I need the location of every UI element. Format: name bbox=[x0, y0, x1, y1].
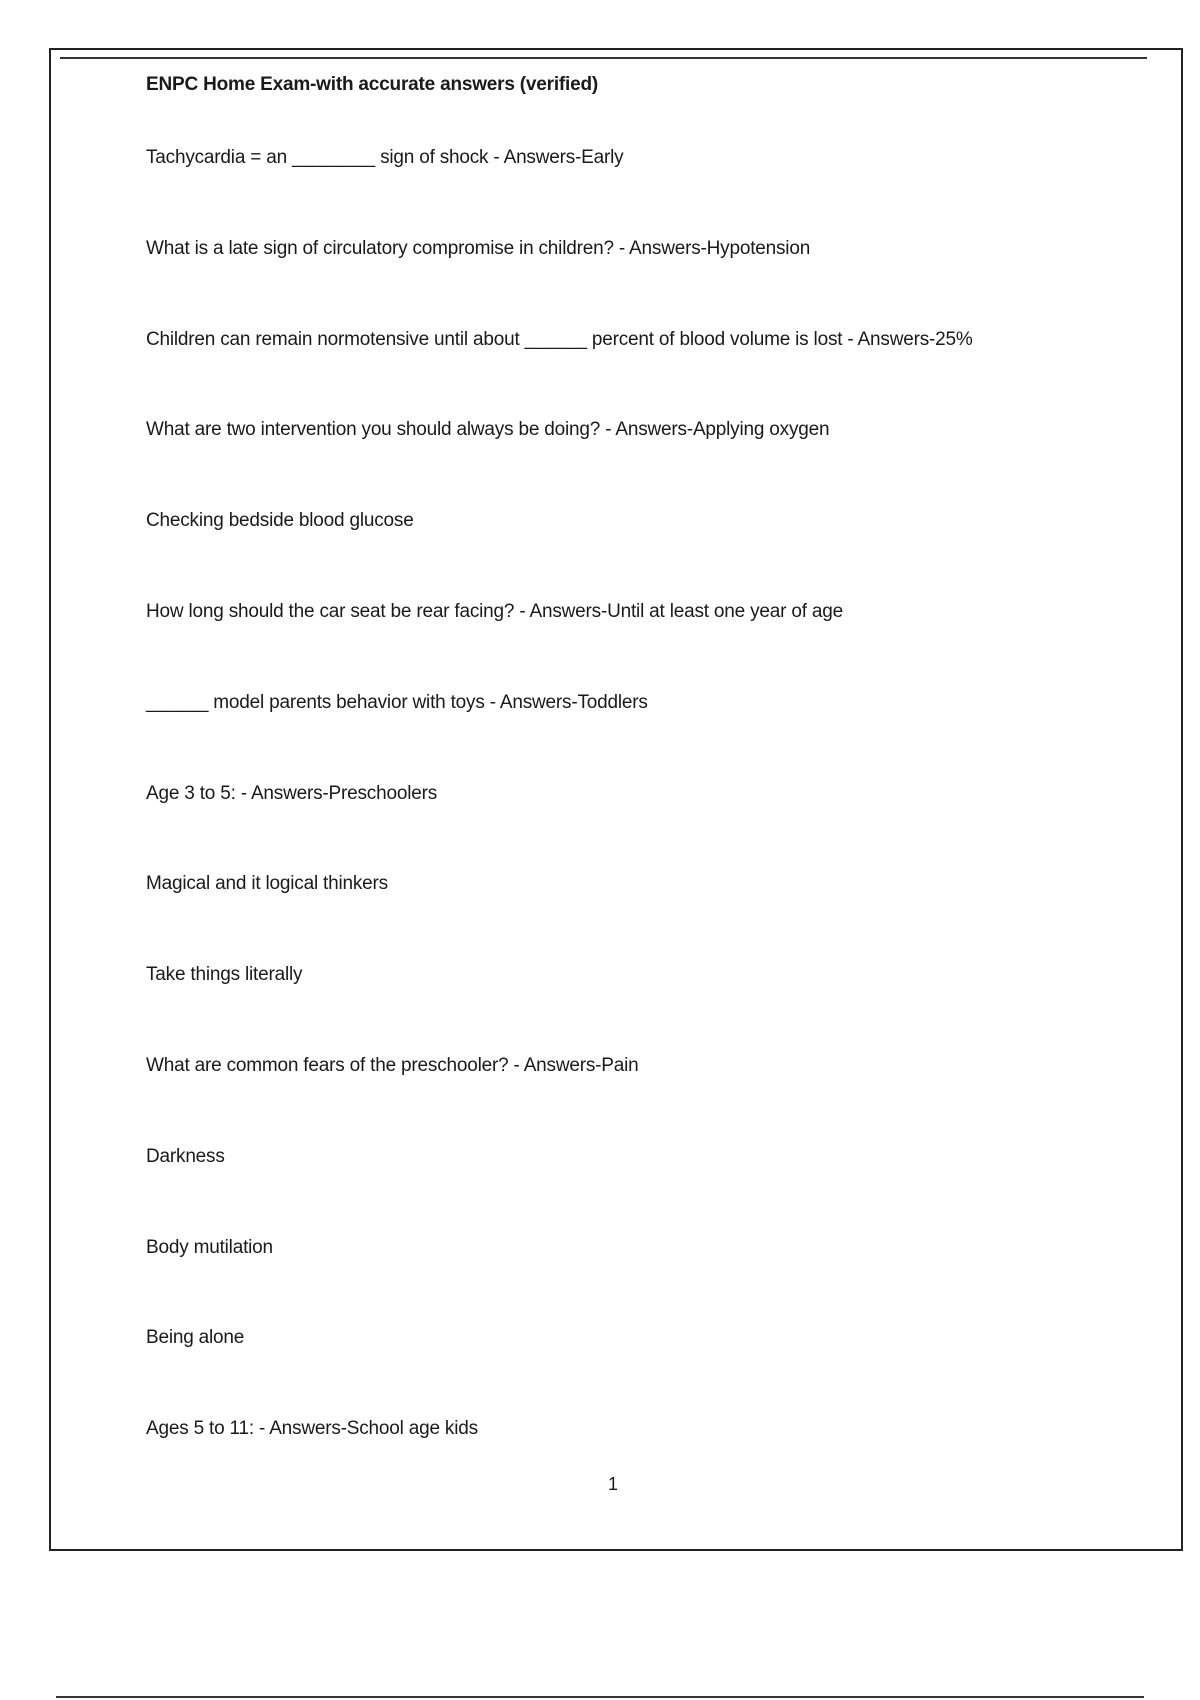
page-frame bbox=[49, 48, 1183, 1551]
qa-line: ______ model parents behavior with toys - Answers-Toddlers bbox=[146, 691, 648, 713]
qa-line: Children can remain normotensive until about ______ percent of blood volume is lost - Answers-25% bbox=[146, 328, 973, 350]
qa-line: Magical and it logical thinkers bbox=[146, 873, 388, 895]
qa-line: What is a late sign of circulatory compromise in children? - Answers-Hypotension bbox=[146, 237, 811, 259]
qa-line: Body mutilation bbox=[146, 1236, 273, 1258]
qa-line: How long should the car seat be rear facing? - Answers-Until at least one year of age bbox=[146, 600, 843, 622]
next-page-header-rule bbox=[56, 1696, 1144, 1698]
qa-line: Tachycardia = an ________ sign of shock - Answers-Early bbox=[146, 147, 624, 168]
qa-list bbox=[146, 145, 973, 1507]
header-rule bbox=[60, 57, 1147, 59]
qa-line: What are common fears of the preschooler? - Answers-Pain bbox=[146, 1054, 639, 1076]
qa-line: Checking bedside blood glucose bbox=[146, 510, 414, 532]
qa-line: What are two intervention you should always be doing? - Answers-Applying oxygen bbox=[146, 419, 830, 441]
document-title: ENPC Home Exam-with accurate answers (verified) bbox=[146, 74, 599, 95]
page-number bbox=[51, 1474, 1181, 1495]
qa-line: Being alone bbox=[146, 1327, 245, 1349]
qa-line: Age 3 to 5: - Answers-Preschoolers bbox=[146, 782, 438, 804]
page-number-text: 1 bbox=[607, 1474, 618, 1494]
qa-line: Ages 5 to 11: - Answers-School age kids bbox=[146, 1418, 478, 1440]
qa-line: Take things literally bbox=[146, 964, 303, 986]
qa-line: Darkness bbox=[146, 1145, 225, 1167]
